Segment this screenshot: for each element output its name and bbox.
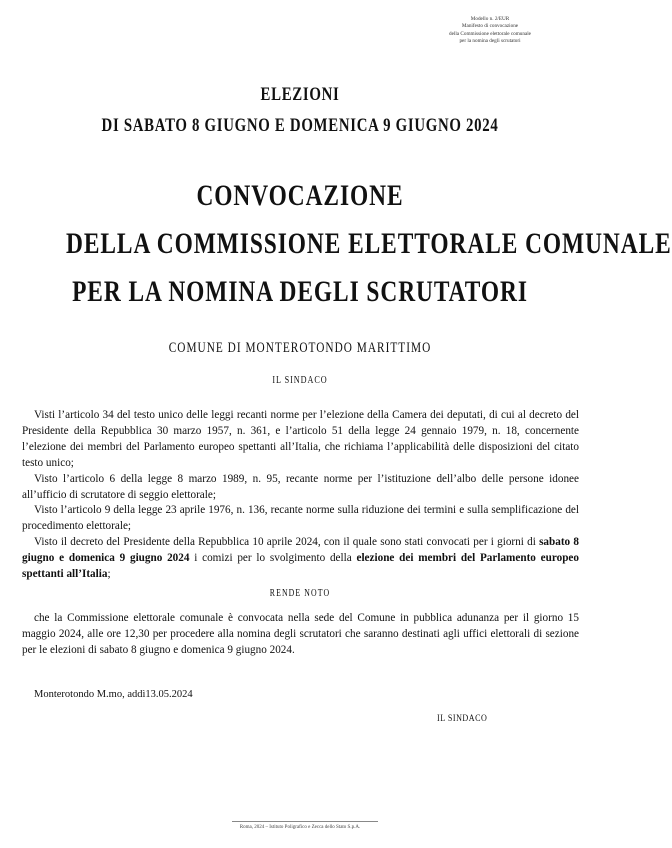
title-line-1: CONVOCAZIONE <box>196 179 404 212</box>
title-line-2: DELLA COMMISSIONE ELETTORALE COMUNALE <box>66 227 672 260</box>
signature-text: IL SINDACO <box>437 714 488 724</box>
rende-noto-heading <box>0 588 600 599</box>
form-description-line: Manifesto di convocazione <box>461 23 519 30</box>
decree-text: Visto il decreto del Presidente della Repubblica 10 aprile 2024, con il quale sono stati convocati per i giorni di <box>34 536 540 549</box>
sindaco-heading <box>0 375 600 386</box>
comune-name-text: COMUNE DI MONTEROTONDO MARITTIMO <box>168 340 432 356</box>
form-description-line: per la nomina degli scrutatori <box>459 38 521 45</box>
header-dates-text: DI SABATO 8 GIUGNO E DOMENICA 9 GIUGNO 2024 <box>101 115 499 136</box>
title-convocazione <box>0 179 600 213</box>
election-days: sabato 8 giugno e domenica 9 giugno 2024 <box>22 536 579 565</box>
decree-text: ; <box>107 568 111 581</box>
place-date: Monterotondo M.mo, addì13.05.2024 <box>34 689 193 700</box>
form-description-line: della Commissione elettorale comunale <box>449 30 531 37</box>
preamble-paragraph: Visto l’articolo 6 della legge 8 marzo 1989, n. 95, recante norme per l’istituzione dell’albo delle persone idonee all’ufficio di scrutatore di seggio elettorale; <box>22 472 579 501</box>
header-dates <box>0 115 600 137</box>
title-scrutatori <box>0 275 600 309</box>
form-number: Modello n. 2/EUR <box>470 16 510 22</box>
sindaco-heading-text: IL SINDACO <box>272 375 328 386</box>
election-subject: elezione dei membri del Parlamento europeo spettanti all’Italia <box>22 552 579 581</box>
title-line-3: PER LA NOMINA DEGLI SCRUTATORI <box>72 275 528 308</box>
preamble <box>22 408 579 583</box>
preamble-paragraph <box>22 535 579 583</box>
decree-text: i comizi per lo svolgimento della <box>189 552 357 565</box>
header-elections <box>0 84 600 106</box>
preamble-paragraph: Visti l’articolo 34 del testo unico delle leggi recanti norme per l’elezione della Camera dei deputati, di cui al decreto del Presidente della Repubblica 30 marzo 1957, n. 361, e l’articolo 51 della legge 24 gennaio 1979, n. 18, concernente l’elezione dei membri del Parlamento europeo spettanti all’Italia, che richiama l’applicabilità delle disposizioni del citato testo unico; <box>22 409 579 469</box>
rende-noto-text: RENDE NOTO <box>269 588 331 599</box>
header-elections-text: ELEZIONI <box>260 84 340 105</box>
signature-mayor <box>437 714 496 724</box>
announcement <box>22 611 579 659</box>
announcement-paragraph: che la Commissione elettorale comunale è convocata nella sede del Comune in pubblica adunanza per il giorno 15 maggio 2024, alle ore 12,30 per procedere alla nomina degli scrutatori che saranno destinati agli uffici elettorali di sezione per le elezioni di sabato 8 giugno e domenica 9 giugno 2024. <box>22 612 579 656</box>
title-commissione <box>0 227 672 261</box>
printer-footer: Roma, 2024 – Istituto Poligrafico e Zecca dello Stato S.p.A. <box>239 825 361 830</box>
form-reference-note <box>420 16 560 46</box>
footer-divider <box>232 821 378 822</box>
preamble-paragraph: Visto l’articolo 9 della legge 23 aprile 1976, n. 136, recante norme sulla riduzione dei termini e sulla semplificazione del procedimento elettorale; <box>22 504 579 533</box>
comune-name <box>0 340 600 357</box>
